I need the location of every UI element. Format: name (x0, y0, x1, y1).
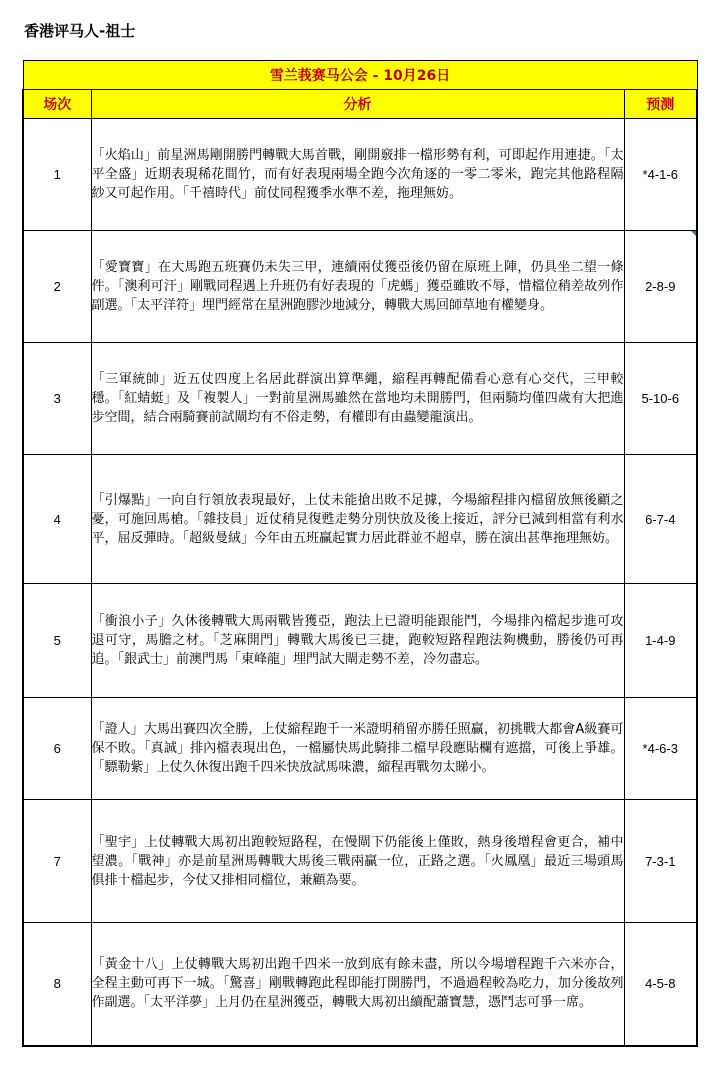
prediction-value: *4-6-3 (624, 698, 697, 800)
table-row-race-1 (23, 119, 697, 231)
prediction-value: 6-7-4 (624, 455, 697, 584)
analysis-text: 「黃金十八」上仗轉戰大馬初出跑千四米一放到底有餘未盡，所以今場增程跑千六米亦合，全程主動可再下一城。「驚喜」剛戰轉跑此程即能打開勝門，不過過程較為吃力，加分後故列作副選。「太平洋夢」上月仍在星洲獲亞，轉戰大馬初出續配蕭寶慧，憑鬥志可爭一席。 (91, 923, 624, 1046)
race-analysis-table (22, 60, 698, 1047)
table-title-row (23, 61, 697, 90)
prediction-value: 4-5-8 (624, 923, 697, 1046)
analysis-text: 「衝浪小子」久休後轉戰大馬兩戰皆獲亞，跑法上已證明能跟能鬥，今場排內檔起步進可攻退可守，馬膽之材。「芝麻開門」轉戰大馬後已三捷，跑較短路程跑法夠機動，勝後仍可再追。「銀武士」前澳門馬「東峰龍」埋門試大閘走勢不差，冷勿盡忘。 (91, 584, 624, 698)
analysis-text: 「證人」大馬出賽四次全勝，上仗縮程跑千一米證明稍留亦勝任照贏，初挑戰大都會A級賽可保不敗。「真誠」排內檔表現出色，一檔屬快馬此騎排二檔早段應貼欄有遮擋，可後上爭雄。「驃勒紫」上仗久休復出跑千四米快放試馬味濃，縮程再戰勿太睇小。 (91, 698, 624, 800)
race-number: 8 (23, 923, 91, 1046)
table-row-race-6 (23, 698, 697, 800)
race-number: 4 (23, 455, 91, 584)
prediction-cell (624, 231, 697, 343)
race-number: 5 (23, 584, 91, 698)
table-row-race-8 (23, 923, 697, 1046)
header-analysis: 分析 (91, 90, 624, 119)
header-row (23, 90, 697, 119)
analysis-text: 「三軍統帥」近五仗四度上名居此群演出算準繩，縮程再轉配備看心意有心交代，三甲較穩。「紅蜻蜓」及「複製人」一對前星洲馬雖然在當地均未開勝門，但兩騎均僅四歲有大把進步空間，結合兩騎賽前試閘均有不俗走勢，有權即有由蟲變龍演出。 (91, 343, 624, 455)
race-number: 2 (23, 231, 91, 343)
header-race: 场次 (23, 90, 91, 119)
table-title: 雪兰莪赛马公会 - 10月26日 (23, 61, 697, 90)
race-number: 3 (23, 343, 91, 455)
prediction-value: *4-1-6 (624, 119, 697, 231)
table-row-race-7 (23, 800, 697, 923)
prediction-value: 2-8-9 (645, 279, 676, 294)
race-number: 6 (23, 698, 91, 800)
table-row-race-3 (23, 343, 697, 455)
analysis-text: 「引爆點」一向自行領放表現最好，上仗未能搶出敗不足據，今場縮程排內檔留放無後顧之憂，可施回馬槍。「雜技員」近仗稍見復甦走勢分別快放及後上接近，評分已減到相當有利水平，屈反彈時。「超級曼絨」今年由五班贏起實力居此群並不超卓，勝在演出甚準拖理無妨。 (91, 455, 624, 584)
analysis-text: 「愛寶寶」在大馬跑五班賽仍未失三甲，連續兩仗獲亞後仍留在原班上陣，仍具坐二望一條件。「澳利可汗」剛戰同程遇上升班仍有好表現的「虎螞」獲亞雖敗不辱，惜檔位稍差故列作副選。「太平洋符」埋門經常在星洲跑膠沙地減分，轉戰大馬回師草地有權變身。 (91, 231, 624, 343)
prediction-value: 1-4-9 (624, 584, 697, 698)
race-number: 1 (23, 119, 91, 231)
table-row-race-5 (23, 584, 697, 698)
prediction-value: 5-10-6 (624, 343, 697, 455)
analysis-text: 「火焰山」前星洲馬剛開勝門轉戰大馬首戰，剛開竅排一檔形勢有利，可即起作用連捷。「太平全盛」近期表現稀花間竹，而有好表現兩場全跑今次角逐的一零二零米，跑完其他路程隔紗又可起作用。「千禧時代」前仗同程獲季水準不差，拖理無妨。 (91, 119, 624, 231)
analysis-text: 「聖宇」上仗轉戰大馬初出跑較短路程，在慢閘下仍能後上僅敗，熱身後增程會更合，補中望濃。「戰神」亦是前星洲馬轉戰大馬後三戰兩贏一位，正路之選。「火鳳凰」最近三場頭馬俱排十檔起步，今仗又排相同檔位，兼顧為要。 (91, 800, 624, 923)
prediction-value: 7-3-1 (624, 800, 697, 923)
table-row-race-2 (23, 231, 697, 343)
cell-comment-marker-icon (691, 231, 696, 236)
race-number: 7 (23, 800, 91, 923)
table-row-race-4 (23, 455, 697, 584)
page-title: 香港评马人-祖士 (24, 22, 136, 40)
header-prediction: 预测 (624, 90, 697, 119)
